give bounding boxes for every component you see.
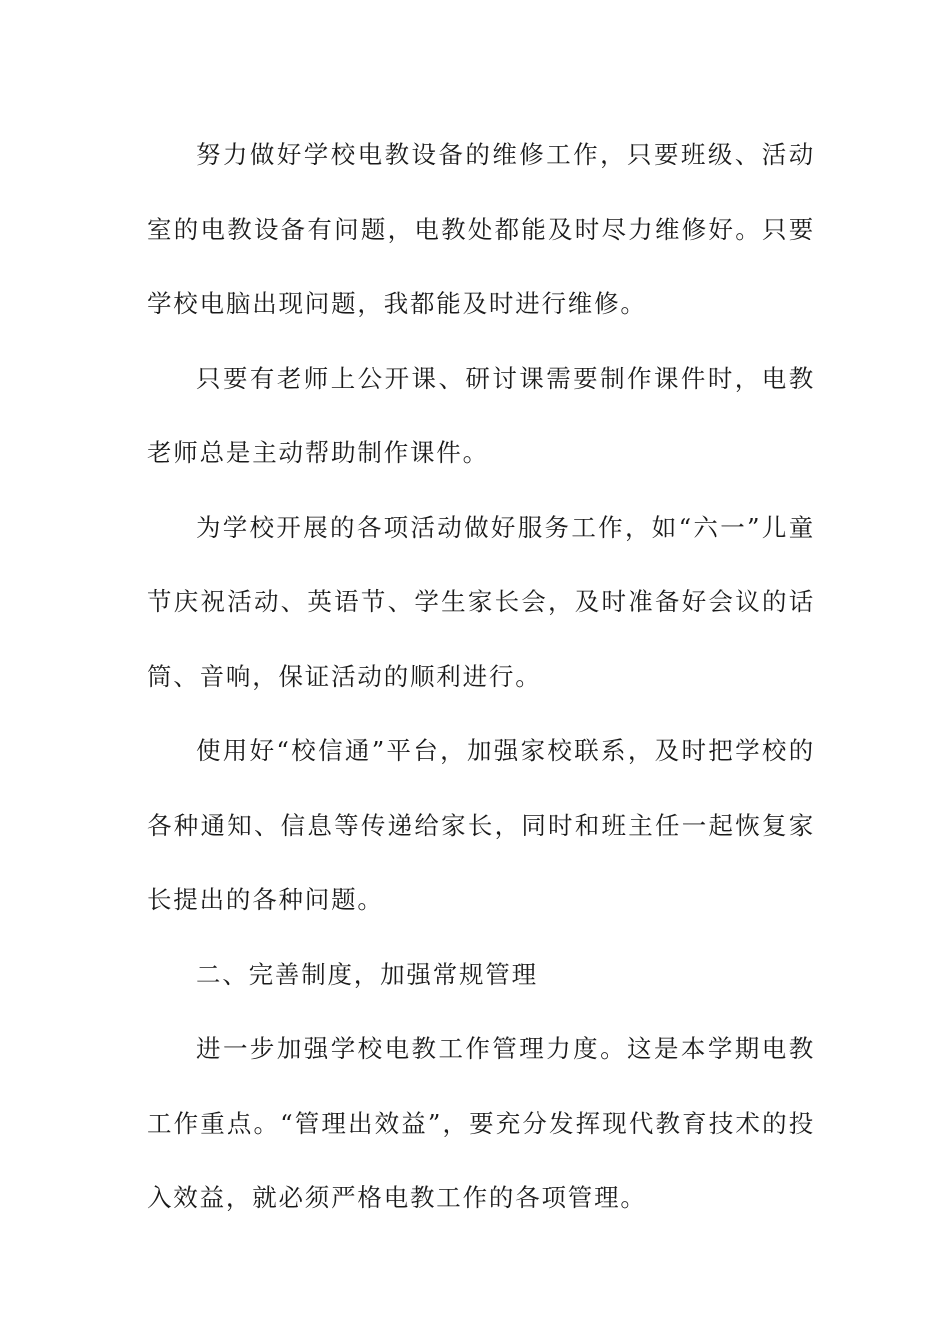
- paragraph-management: 进一步加强学校电教工作管理力度。这是本学期电教工作重点。“管理出效益”，要充分发挥现代教育技术的投入效益，就必须严格电教工作的各项管理。: [147, 1034, 815, 1212]
- paragraph-courseware: 只要有老师上公开课、研讨课需要制作课件时，电教老师总是主动帮助制作课件。: [147, 363, 815, 467]
- document-body: [147, 118, 815, 1236]
- paragraph-equipment-repair: 努力做好学校电教设备的维修工作，只要班级、活动室的电教设备有问题，电教处都能及时尽力维修好。只要学校电脑出现问题，我都能及时进行维修。: [147, 140, 815, 318]
- paragraph-xiaoxintong: 使用好“校信通”平台，加强家校联系，及时把学校的各种通知、信息等传递给家长，同时和班主任一起恢复家长提出的各种问题。: [147, 736, 815, 914]
- section-heading: 二、完善制度，加强常规管理: [196, 959, 538, 989]
- paragraph-school-activities: 为学校开展的各项活动做好服务工作，如“六一”儿童节庆祝活动、英语节、学生家长会，及时准备好会议的话筒、音响，保证活动的顺利进行。: [147, 512, 815, 691]
